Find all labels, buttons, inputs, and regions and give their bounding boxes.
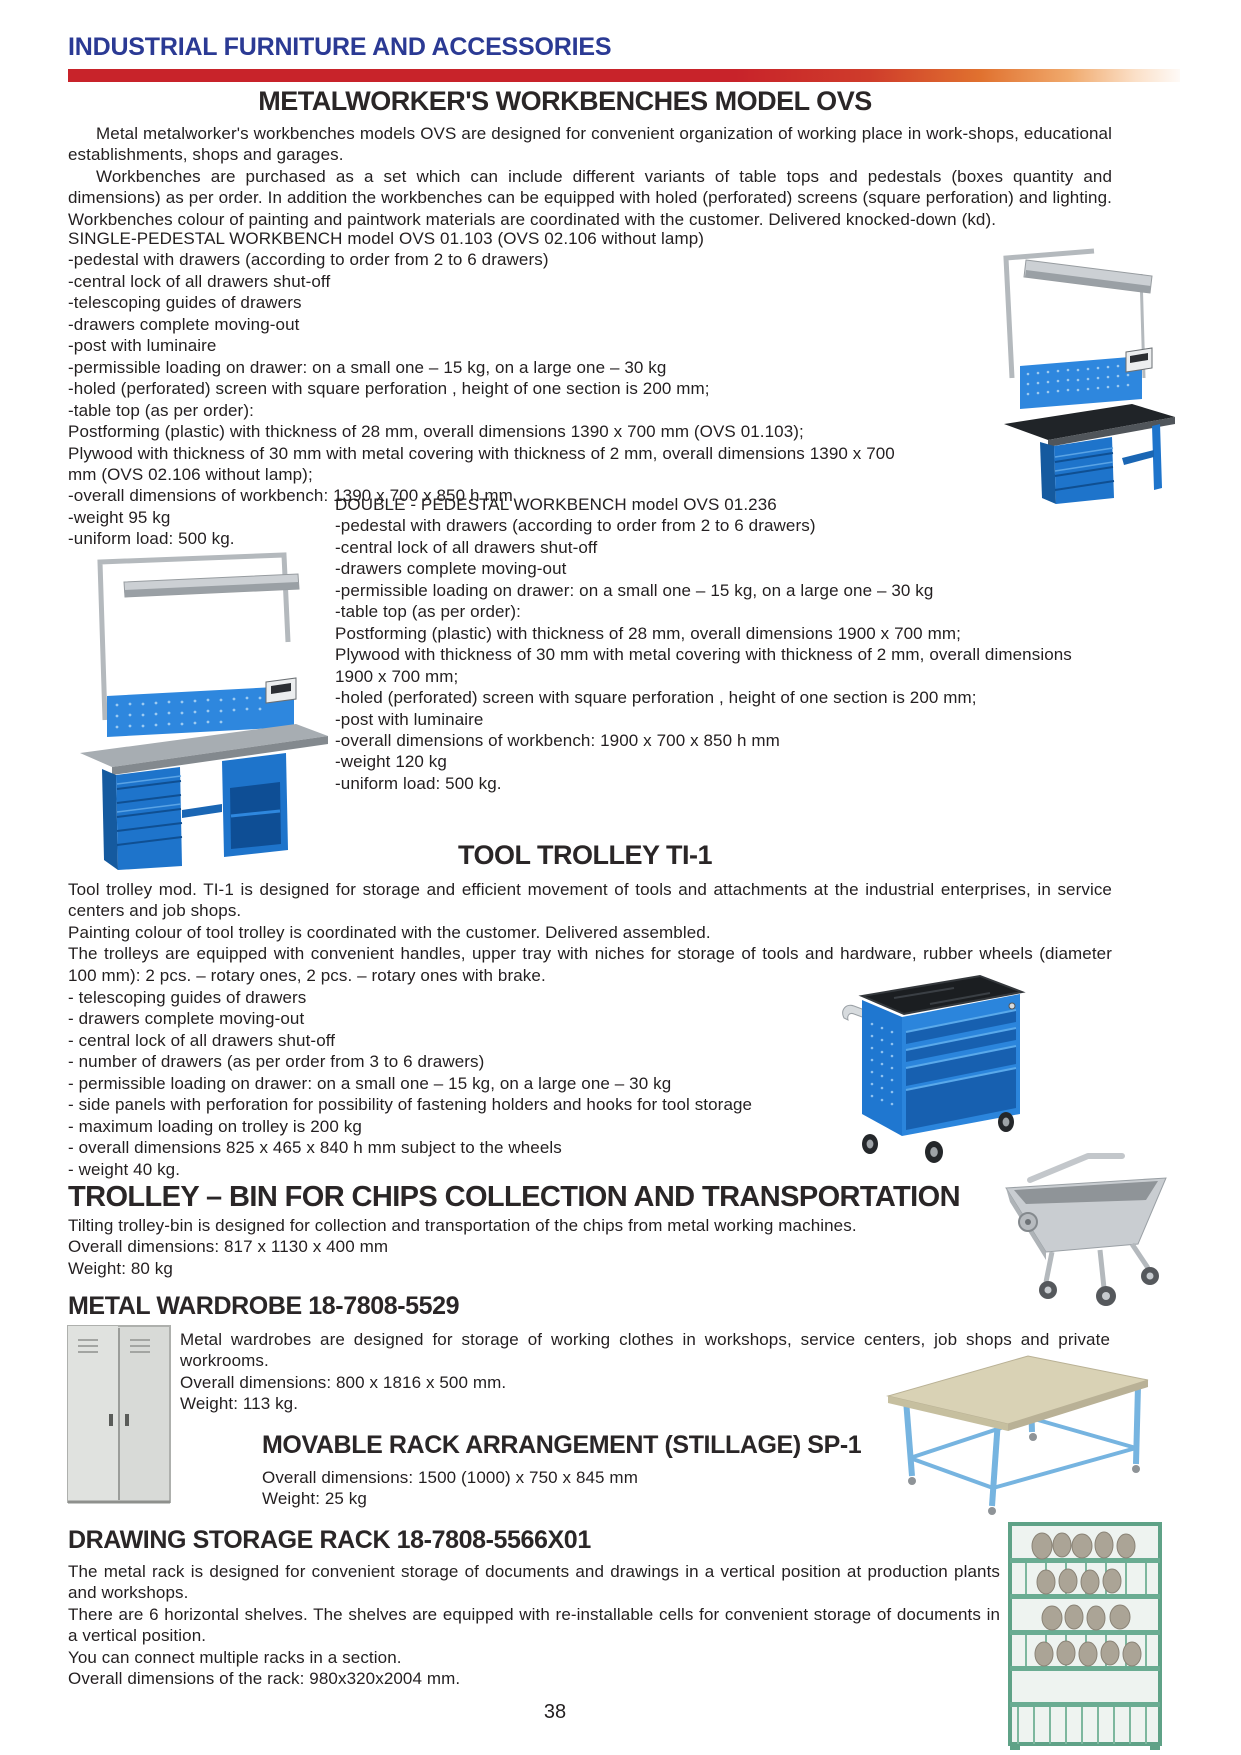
wardrobe-photo	[64, 1320, 176, 1508]
text-line: -central lock of all drawers shut-off	[68, 271, 331, 291]
chip-bin-photo	[1000, 1148, 1172, 1310]
text-line: -weight 95 kg	[68, 507, 171, 527]
text-line: Postforming (plastic) with thickness of 28 mm, overall dimensions 1900 x 700 mm;	[335, 623, 961, 643]
text-line: - telescoping guides of drawers	[68, 988, 307, 1007]
text-line: -post with luminaire	[68, 336, 217, 356]
text-line: Weight: 80 kg	[68, 1258, 173, 1278]
wardrobe-paragraph: Metal wardrobes are designed for storage of working clothes in workshops, service centers, job shops and private workrooms.	[180, 1330, 1110, 1371]
stillage-text	[262, 1467, 638, 1510]
section-title-wardrobe: METAL WARDROBE 18-7808-5529	[68, 1292, 460, 1320]
drawing-rack-paras	[68, 1561, 1000, 1690]
text-line: Postforming (plastic) with thickness of 28 mm, overall dimensions 1390 x 700 mm (OVS 01.103);	[68, 422, 804, 442]
text-line: -uniform load: 500 kg.	[335, 773, 502, 793]
section-title-chip-bin: TROLLEY – BIN FOR CHIPS COLLECTION AND TRANSPORTATION	[68, 1181, 960, 1213]
text-line: -holed (perforated) screen with square perforation , height of one section is 200 mm;	[68, 379, 710, 399]
tool-trolley-photo	[834, 972, 1028, 1164]
text-line: You can connect multiple racks in a section.	[68, 1647, 402, 1667]
text-line: - overall dimensions 825 x 465 x 840 h mm subject to the wheels	[68, 1138, 562, 1158]
text-line: -post with luminaire	[335, 709, 484, 729]
text-line: - maximum loading on trolley is 200 kg	[68, 1116, 362, 1136]
ovs-intro	[68, 123, 1112, 230]
text-line: 1900 x 700 mm;	[335, 666, 459, 686]
text-line: The metal rack is designed for convenient storage of documents and drawings in a vertical position at production plants and workshops.	[68, 1562, 1000, 1603]
text-line: -uniform load: 500 kg.	[68, 529, 235, 549]
page-header-title: INDUSTRIAL FURNITURE AND ACCESSORIES	[68, 33, 612, 61]
text-line: -drawers complete moving-out	[335, 559, 567, 579]
text-line: -pedestal with drawers (according to order from 2 to 6 drawers)	[335, 516, 816, 536]
key-lock	[1009, 1003, 1015, 1009]
section-title-tool-trolley: TOOL TROLLEY TI-1	[457, 840, 713, 870]
text-line: - drawers complete moving-out	[68, 1009, 305, 1029]
text-line: - central lock of all drawers shut-off	[68, 1030, 336, 1050]
text-line: -table top (as per order):	[68, 400, 254, 420]
text-line: - permissible loading on drawer: on a small one – 15 kg, on a large one – 30 kg	[68, 1073, 672, 1093]
trolley-intro	[68, 879, 1112, 986]
text-line: mm (OVS 02.106 without lamp);	[68, 464, 313, 484]
text-line: Tilting trolley-bin is designed for collection and transportation of the chips from metal working machines.	[68, 1216, 857, 1235]
text-line: Plywood with thickness of 30 mm with metal covering with thickness of 2 mm, overall dimensions	[335, 645, 1072, 665]
single-pedestal-workbench-photo	[992, 246, 1178, 506]
chip-bin-lines	[68, 1215, 857, 1279]
perforated-screen	[1020, 356, 1142, 409]
middle-shelf	[182, 804, 222, 818]
text-line: - number of drawers (as per order from 3 to 6 drawers)	[68, 1052, 485, 1072]
perforated-side	[862, 1000, 902, 1136]
bin-handle	[1030, 1156, 1122, 1180]
stillage-dimensions: Overall dimensions: 1500 (1000) x 750 x 845 mm	[262, 1468, 638, 1487]
stillage-photo	[870, 1348, 1166, 1518]
ovs-paragraph-1: Metal metalworker's workbenches models OVS are designed for convenient organization of working place in work-shops, educational establishments, shops and garages.	[68, 124, 1112, 165]
double-workbench-lines	[335, 515, 1072, 794]
trolley-bullet-list	[68, 987, 752, 1180]
text-line: - weight 40 kg.	[68, 1159, 181, 1179]
trolley-paragraph-2: Painting colour of tool trolley is coordinated with the customer. Delivered assembled.	[68, 922, 711, 942]
section-title-stillage: MOVABLE RACK ARRANGEMENT (STILLAGE) SP-1	[262, 1431, 862, 1459]
table-top	[888, 1356, 1148, 1424]
text-line: -holed (perforated) screen with square perforation , height of one section is 200 mm;	[335, 688, 977, 708]
wardrobe-dimensions: Overall dimensions: 800 x 1816 x 500 mm.	[180, 1372, 507, 1392]
single-workbench-title: SINGLE-PEDESTAL WORKBENCH model OVS 01.103 (OVS 02.106 without lamp)	[68, 229, 705, 248]
text-line: -central lock of all drawers shut-off	[335, 537, 598, 557]
door-handle-right	[125, 1414, 129, 1426]
wardrobe-weight: Weight: 113 kg.	[180, 1394, 299, 1414]
text-line: -overall dimensions of workbench: 1900 x 700 x 850 h mm	[335, 730, 780, 750]
page-number: 38	[543, 1701, 567, 1723]
text-line: Overall dimensions: 817 x 1130 x 400 mm	[68, 1237, 389, 1257]
text-line: -overall dimensions of workbench: 1390 x 700 x 850 h mm	[68, 486, 513, 506]
text-line: -drawers complete moving-out	[68, 314, 300, 334]
text-line: -pedestal with drawers (according to order from 2 to 6 drawers)	[68, 250, 549, 270]
text-line: Overall dimensions of the rack: 980x320x2004 mm.	[68, 1669, 461, 1689]
ovs-paragraph-2: Workbenches are purchased as a set which can include different variants of table tops and pedestals (boxes quantity and dimensions) as per order. In addition the workbenches can be equipped with holed (perforated) screens (square perforation) and lighting. Workbenches colour of painting and paintwork materials are coordinated with the customer. Delivered knocked-down (kd).	[68, 166, 1112, 229]
trolley-paragraph-1: Tool trolley mod. TI-1 is designed for storage and efficient movement of tools and attachments at the industrial enterprises, in service centers and job shops.	[68, 880, 1112, 921]
text-line: -permissible loading on drawer: on a small one – 15 kg, on a large one – 30 kg	[68, 357, 667, 377]
section-title-ovs: METALWORKER'S WORKBENCHES MODEL OVS	[258, 86, 872, 116]
right-leg	[1122, 424, 1162, 490]
text-line: -weight 120 kg	[335, 752, 447, 772]
double-workbench-spec	[335, 494, 1072, 794]
header-accent-bar	[68, 69, 1180, 82]
double-workbench-title: DOUBLE - PEDESTAL WORKBENCH model OVS 01.236	[335, 495, 777, 514]
text-line: There are 6 horizontal shelves. The shelves are equipped with re-installable cells for convenient storage of documents in a vertical position.	[68, 1604, 1000, 1646]
text-line: -table top (as per order):	[335, 602, 521, 622]
text-line: Plywood with thickness of 30 mm with metal covering with thickness of 2 mm, overall dimensions 1390 x 700	[68, 443, 895, 463]
text-line: - side panels with perforation for possibility of fastening holders and hooks for tool storage	[68, 1095, 753, 1115]
stretchers	[910, 1418, 1136, 1488]
door-handle-left	[109, 1414, 113, 1426]
stillage-weight: Weight: 25 kg	[262, 1489, 367, 1509]
section-title-drawing-rack: DRAWING STORAGE RACK 18-7808-5566X01	[68, 1526, 591, 1554]
text-line: -telescoping guides of drawers	[68, 293, 302, 313]
casters	[1039, 1267, 1159, 1306]
text-line: -permissible loading on drawer: on a small one – 15 kg, on a large one – 30 kg	[335, 580, 934, 600]
trolley-paragraph-3: The trolleys are equipped with convenient handles, upper tray with niches for storage of tools and hardware, rubber wheels (diameter 100 mm): 2 pcs. – rotary ones, 2 pcs. – rotary ones with brake.	[68, 944, 1112, 985]
double-pedestal-workbench-photo	[72, 548, 334, 870]
